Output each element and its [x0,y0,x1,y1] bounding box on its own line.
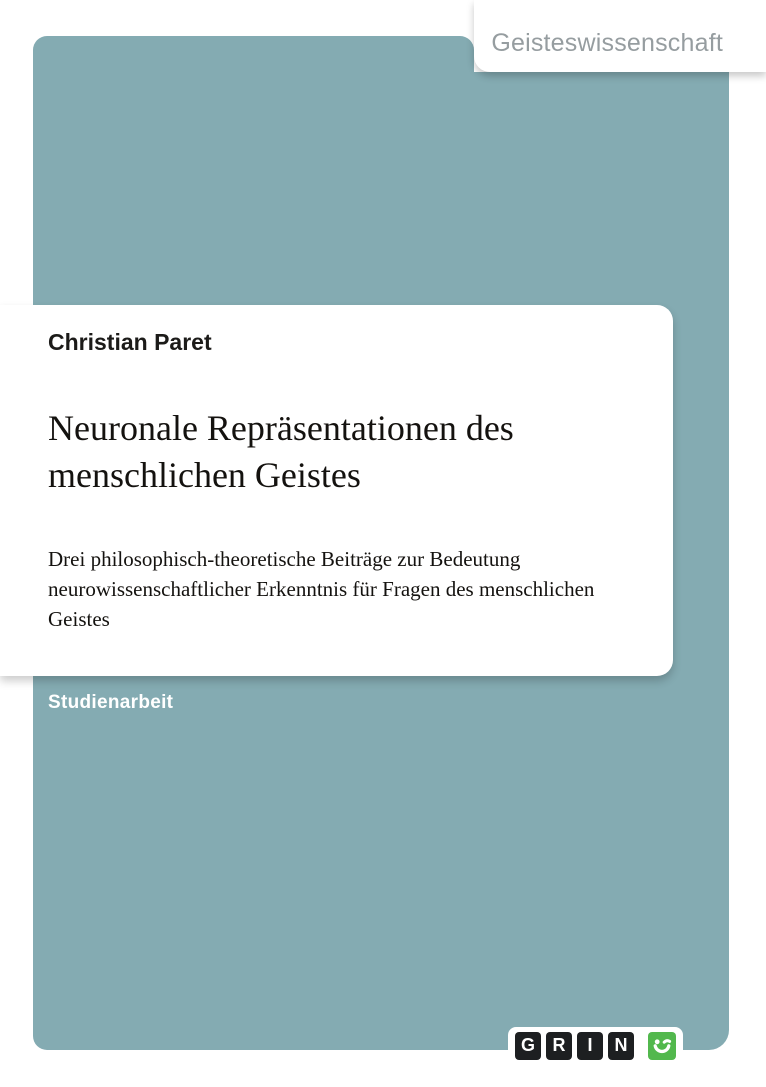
grin-letter-tile-g: G [515,1032,541,1060]
grin-smiley-icon [648,1032,676,1060]
book-title-line-1: Neuronale Repräsentationen des [48,408,514,448]
category-tab [474,0,766,72]
book-subtitle-line-3: Geistes [48,607,110,631]
document-type-label: Studienarbeit [48,692,174,713]
author-name: Christian Paret [48,329,212,355]
title-box [0,305,673,676]
book-title [48,405,623,499]
grin-letter-tile-n: N [608,1032,634,1060]
book-subtitle [48,544,648,634]
grin-letter-tile-i: I [577,1032,603,1060]
category-label: Geisteswissenschaft [491,28,723,57]
grin-letter-tile-r: R [546,1032,572,1060]
grin-logo [508,1027,683,1064]
book-title-line-2: menschlichen Geistes [48,455,361,495]
book-subtitle-line-1: Drei philosophisch-theoretische Beiträge zur Bedeutung [48,547,521,571]
book-subtitle-line-2: neurowissenschaftlicher Erkenntnis für Fragen des menschlichen [48,577,595,601]
